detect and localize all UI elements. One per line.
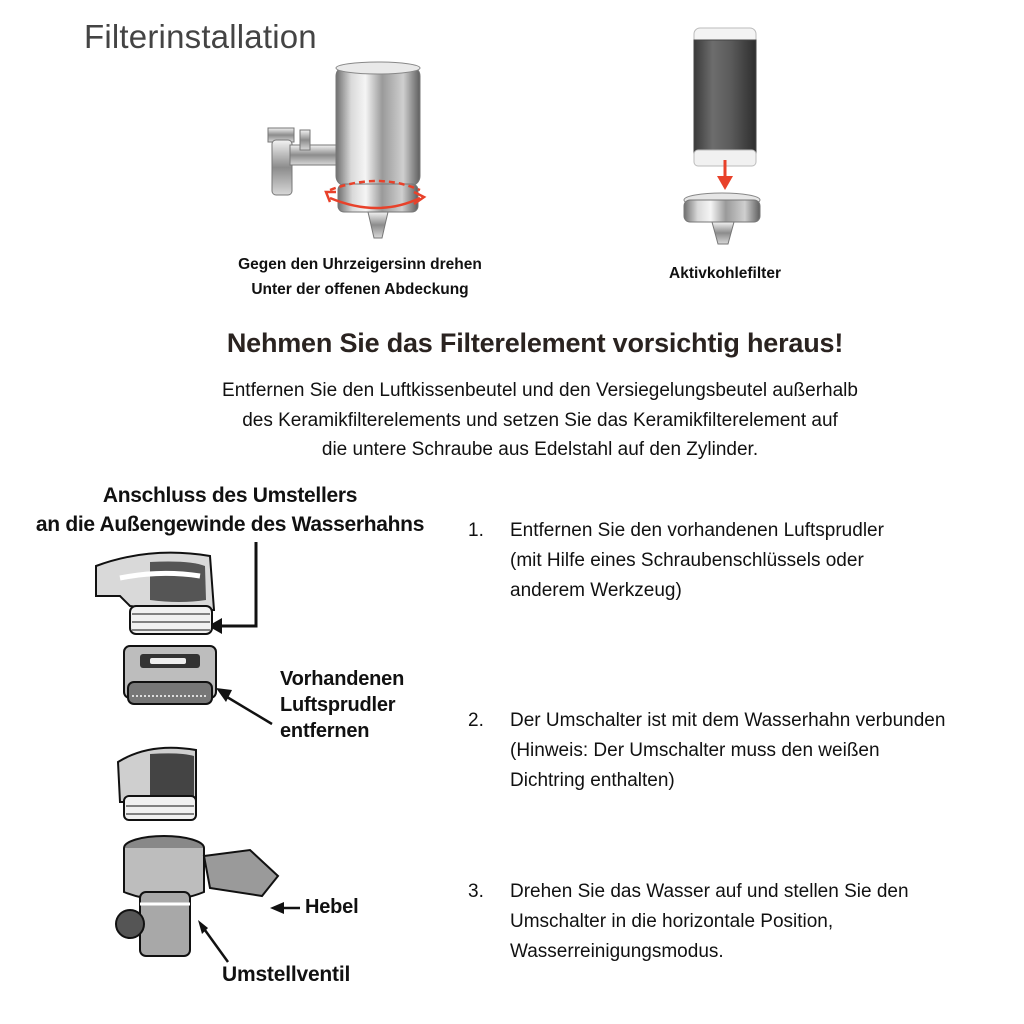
- step-line: Dichtring enthalten): [510, 770, 675, 791]
- aerator-label: [280, 666, 404, 744]
- step-line: Drehen Sie das Wasser auf und stellen Sie den: [510, 881, 909, 902]
- installation-diagram: [0, 500, 460, 1020]
- step-text: [510, 516, 980, 606]
- step-line: Der Umschalter ist mit dem Wasserhahn verbunden: [510, 710, 946, 731]
- step-3: [468, 877, 980, 967]
- step-line: Umschalter in die horizontale Position,: [510, 911, 834, 932]
- headline: Nehmen Sie das Filterelement vorsichtig heraus!: [226, 328, 844, 358]
- step-line: (Hinweis: Der Umschalter muss den weißen: [510, 740, 880, 761]
- step-number: 1.: [468, 520, 484, 541]
- aerator-label-line: Luftsprudler: [280, 694, 396, 716]
- step-1: [468, 516, 980, 606]
- step-text: [510, 706, 980, 796]
- step-number: 3.: [468, 881, 484, 902]
- valve-label: Umstellventil: [222, 963, 351, 986]
- step-line: Wasserreinigungsmodus.: [510, 941, 724, 962]
- intro-text: [120, 376, 960, 465]
- top-right-caption: Aktivkohlefilter: [669, 265, 781, 282]
- step-number: 2.: [468, 710, 484, 731]
- step-text: [510, 877, 980, 967]
- aerator-label-line: Vorhandenen: [280, 668, 405, 690]
- page-title: Filterinstallation: [84, 18, 317, 55]
- intro-line: die untere Schraube aus Edelstahl auf den Zylinder.: [321, 439, 759, 460]
- step-line: (mit Hilfe eines Schraubenschlüssels oder: [510, 550, 864, 571]
- step-line: anderem Werkzeug): [510, 580, 682, 601]
- lever-label: Hebel: [305, 896, 359, 918]
- connection-title-line: an die Außengewinde des Wasserhahns: [35, 512, 425, 536]
- carbon-filter-illustration: [0, 0, 1024, 260]
- step-2: [468, 706, 980, 796]
- caption-line: Gegen den Uhrzeigersinn drehen: [238, 256, 482, 273]
- intro-line: Entfernen Sie den Luftkissenbeutel und den Versiegelungsbeutel außerhalb: [222, 380, 858, 401]
- connection-title-line: Anschluss des Umstellers: [102, 484, 358, 507]
- caption-line: Unter der offenen Abdeckung: [251, 281, 469, 298]
- intro-line: des Keramikfilterelements und setzen Sie das Keramikfilterelement auf: [242, 409, 838, 431]
- aerator-label-line: entfernen: [280, 720, 370, 742]
- step-line: Entfernen Sie den vorhandenen Luftsprudler: [510, 520, 884, 541]
